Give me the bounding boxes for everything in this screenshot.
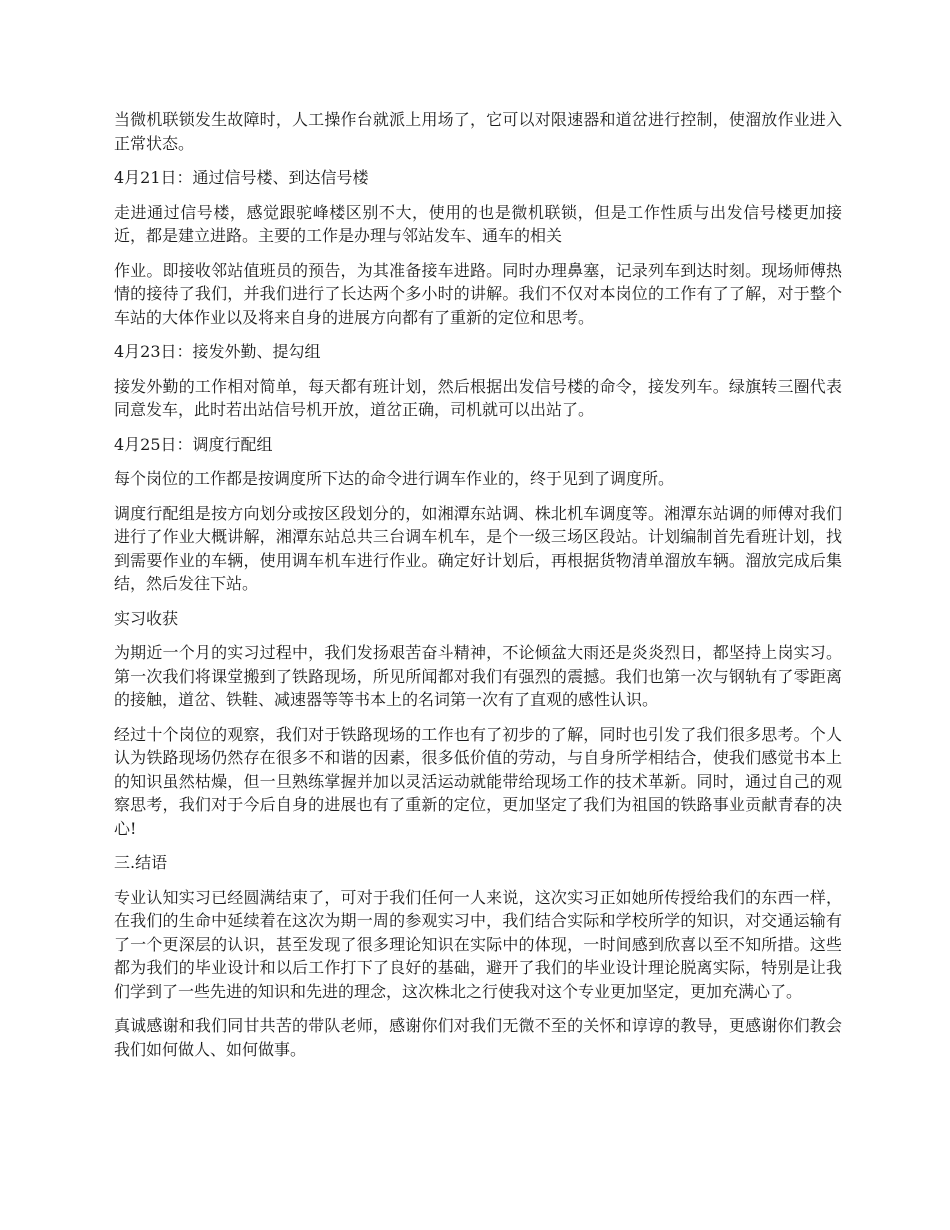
- paragraph-thanks: 真诚感谢和我们同甘共苦的带队老师，感谢你们对我们无微不至的关怀和谆谆的教导，更感谢你们教会我们如何做人、如何做事。: [114, 1016, 842, 1059]
- paragraph-through-signal-building: 走进通过信号楼，感觉跟驼峰楼区别不大，使用的也是微机联锁，但是工作性质与出发信号楼更加接近，都是建立进路。主要的工作是办理与邻站发车、通车的相关: [114, 202, 842, 245]
- heading-april-21: 4月21日：通过信号楼、到达信号楼: [114, 168, 369, 187]
- paragraph-field-duty: 接发外勤的工作相对简单，每天都有班计划，然后根据出发信号楼的命令，接发列车。绿旗转三圈代表同意发车，此时若出站信号机开放，道岔正确，司机就可以出站了。: [114, 376, 842, 419]
- paragraph-gains-1: 为期近一个月的实习过程中，我们发扬艰苦奋斗精神，不论倾盆大雨还是炎炎烈日，都坚持上岗实习。第一次我们将课堂搬到了铁路现场，所见所闻都对我们有强烈的震撼。我们也第一次与钢轨有了零距离的接触，道岔、铁鞋、减速器等等书本上的名词第一次有了直观的感性认识。: [114, 643, 842, 709]
- paragraph-dispatch-intro: 每个岗位的工作都是按调度所下达的命令进行调车作业的，终于见到了调度所。: [114, 469, 675, 488]
- heading-internship-gains: 实习收获: [114, 608, 179, 628]
- paragraph-interlock-fault: 当微机联锁发生故障时，人工操作台就派上用场了，它可以对限速器和道岔进行控制，使溜放作业进入正常状态。: [114, 110, 842, 153]
- paragraph-conclusion: 专业认知实习已经圆满结束了，可对于我们任何一人来说，这次实习正如她所传授给我们的东西一样，在我们的生命中延续着在这次为期一周的参观实习中，我们结合实际和学校所学的知识，对交通运输有了一个更深层的认识，甚至发现了很多理论知识在实际中的体现，一时间感到欣喜以至不知所措。这些都为我们的毕业设计和以后工作打下了良好的基础，避开了我们的毕业设计理论脱离实际，特别是让我们学到了一些先进的知识和先进的理念，这次株北之行使我对这个专业更加坚定，更加充满心了。: [114, 887, 842, 1001]
- document-body: [114, 108, 842, 1072]
- heading-conclusion: 三.结语: [114, 853, 168, 872]
- paragraph-dispatch-group: 调度行配组是按方向划分或按区段划分的，如湘潭东站调、株北机车调度等。湘潭东站调的师傅对我们进行了作业大概讲解，湘潭东站总共三台调车机车，是个一级三场区段站。计划编制首先看班计划，找到需要作业的车辆，使用调车机车进行作业。确定好计划后，再根据货物清单溜放车辆。溜放完成后集结，然后发往下站。: [114, 503, 842, 593]
- paragraph-gains-2: 经过十个岗位的观察，我们对于铁路现场的工作也有了初步的了解，同时也引发了我们很多思考。个人认为铁路现场仍然存在很多不和谐的因素，很多低价值的劳动，与自身所学相结合，使我们感觉书本上的知识虽然枯燥，但一旦熟练掌握并加以灵活运动就能带给现场工作的技术革新。同时，通过自己的观察思考，我们对于今后自身的进展也有了重新的定位，更加坚定了我们为祖国的铁路事业贡献青春的决心!: [114, 724, 842, 838]
- heading-april-23: 4月23日：接发外勤、提勾组: [114, 342, 321, 361]
- heading-april-25: 4月25日：调度行配组: [114, 434, 273, 454]
- paragraph-operations: 作业。即接收邻站值班员的预告，为其准备接车进路。同时办理鼻塞，记录列车到达时刻。现场师傅热情的接待了我们，并我们进行了长达两个多小时的讲解。我们不仅对本岗位的工作有了了解，对于整个车站的大体作业以及将来自身的进展方向都有了重新的定位和思考。: [114, 260, 842, 327]
